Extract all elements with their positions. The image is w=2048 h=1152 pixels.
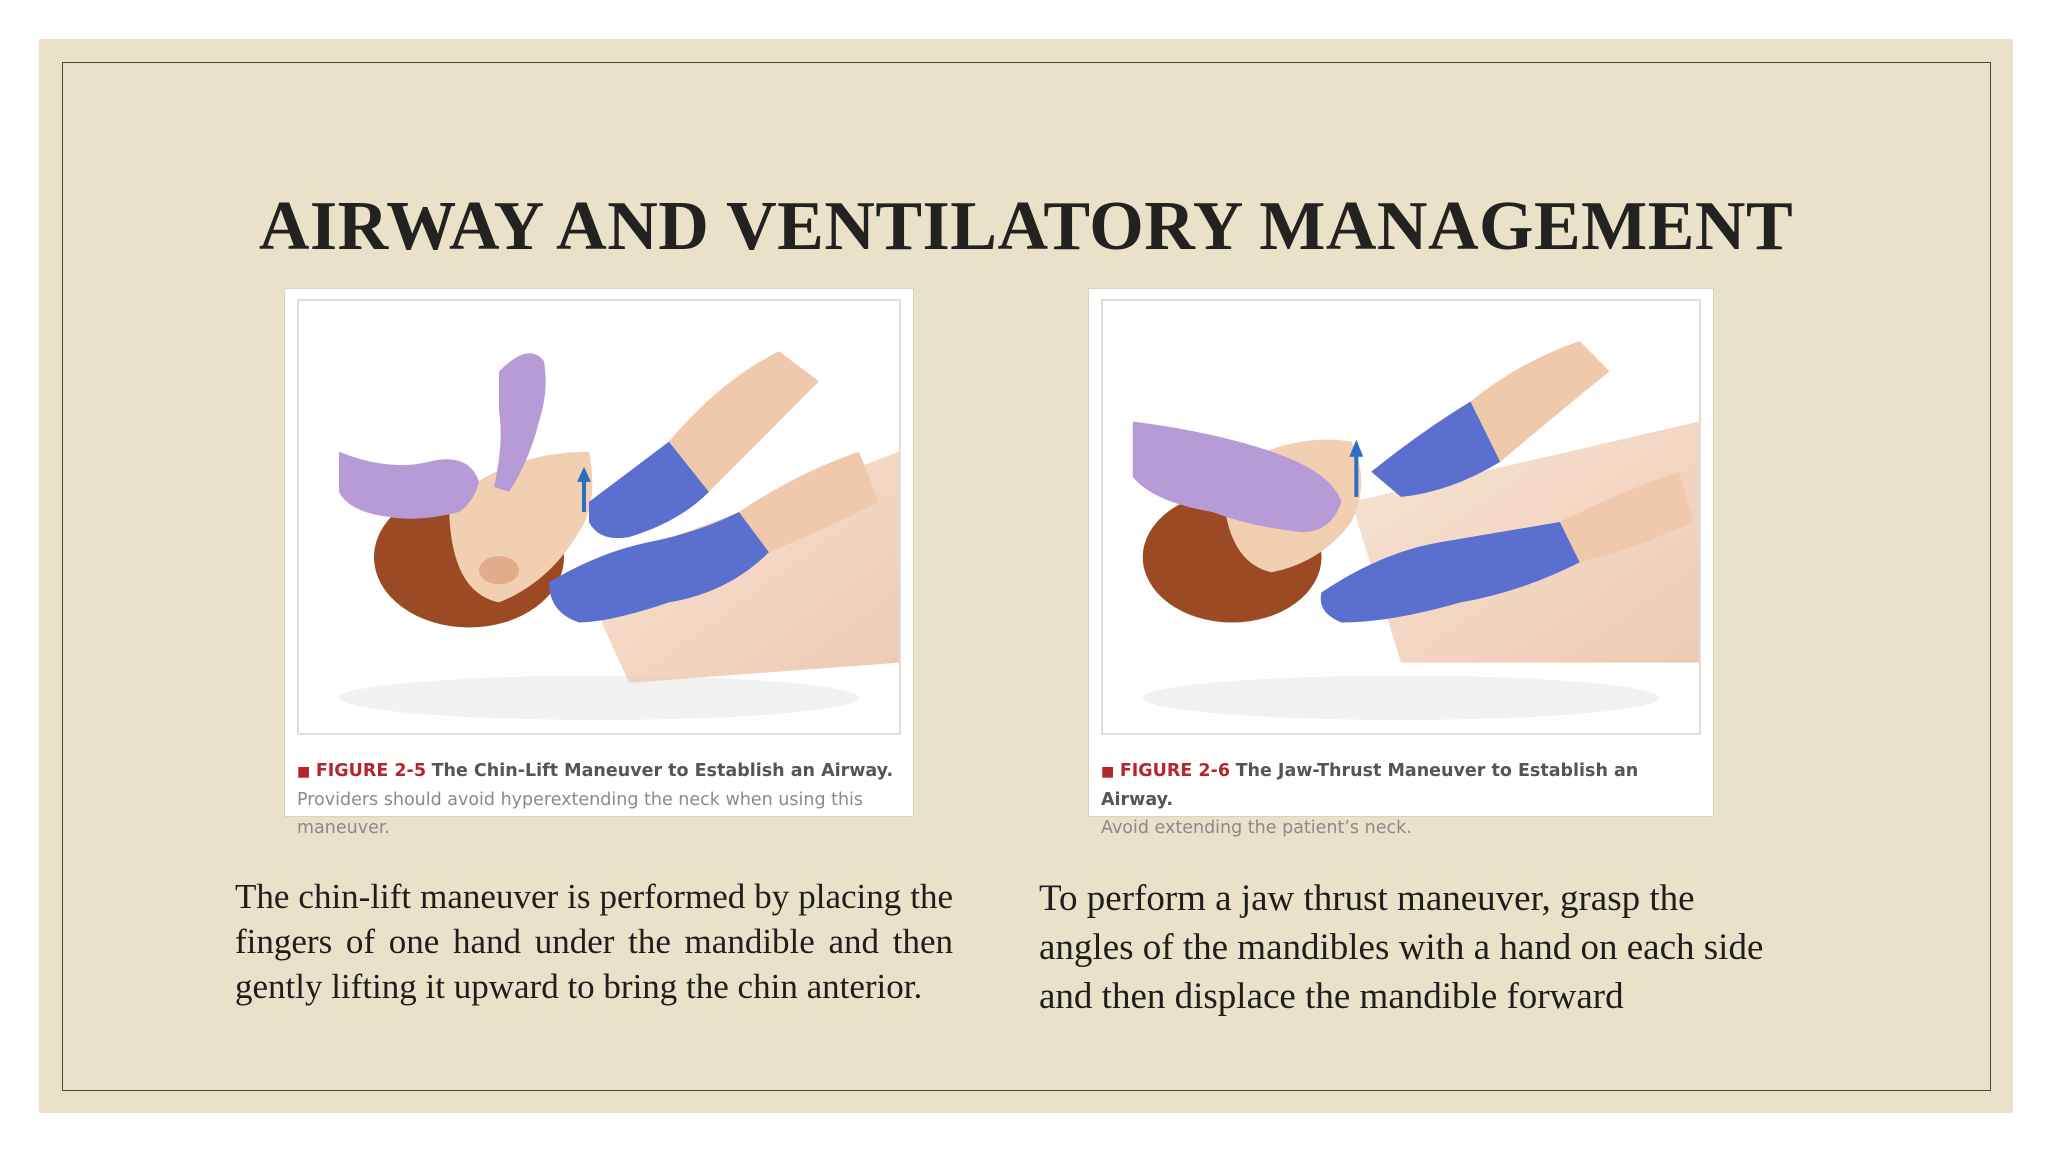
caption-marker: ■ [297, 764, 311, 780]
figure-number: FIGURE 2-6 [1119, 761, 1230, 781]
slide [39, 39, 2013, 1113]
figure-title: The Chin-Lift Maneuver to Establish an Airway. [431, 761, 894, 781]
figure-title: The Jaw-Thrust Maneuver to Establish an Airway. [1101, 761, 1639, 810]
figure-caption [1101, 757, 1703, 842]
figure-caption [297, 757, 903, 842]
figure-number: FIGURE 2-5 [315, 761, 426, 781]
figure-jaw-thrust [1089, 289, 1713, 838]
jaw-thrust-illustration [1101, 299, 1701, 735]
chin-lift-illustration [297, 299, 901, 735]
slide-title: AIRWAY AND VENTILATORY MANAGEMENT [258, 188, 1794, 265]
chin-lift-description: The chin-lift maneuver is performed by placing the fingers of one hand under the mandible and then gently lifting it upward to bring the chin anterior. [235, 877, 953, 1006]
figure-chin-lift [285, 289, 913, 838]
figure-caption-text: Providers should avoid hyperextending the neck when using this maneuver. [297, 790, 864, 838]
jaw-thrust-description: To perform a jaw thrust maneuver, grasp the angles of the mandibles with a hand on each side and then displace the mandible forward [1039, 878, 1764, 1017]
caption-marker: ■ [1101, 764, 1115, 780]
figure-caption-text: Avoid extending the patient’s neck. [1101, 818, 1412, 838]
